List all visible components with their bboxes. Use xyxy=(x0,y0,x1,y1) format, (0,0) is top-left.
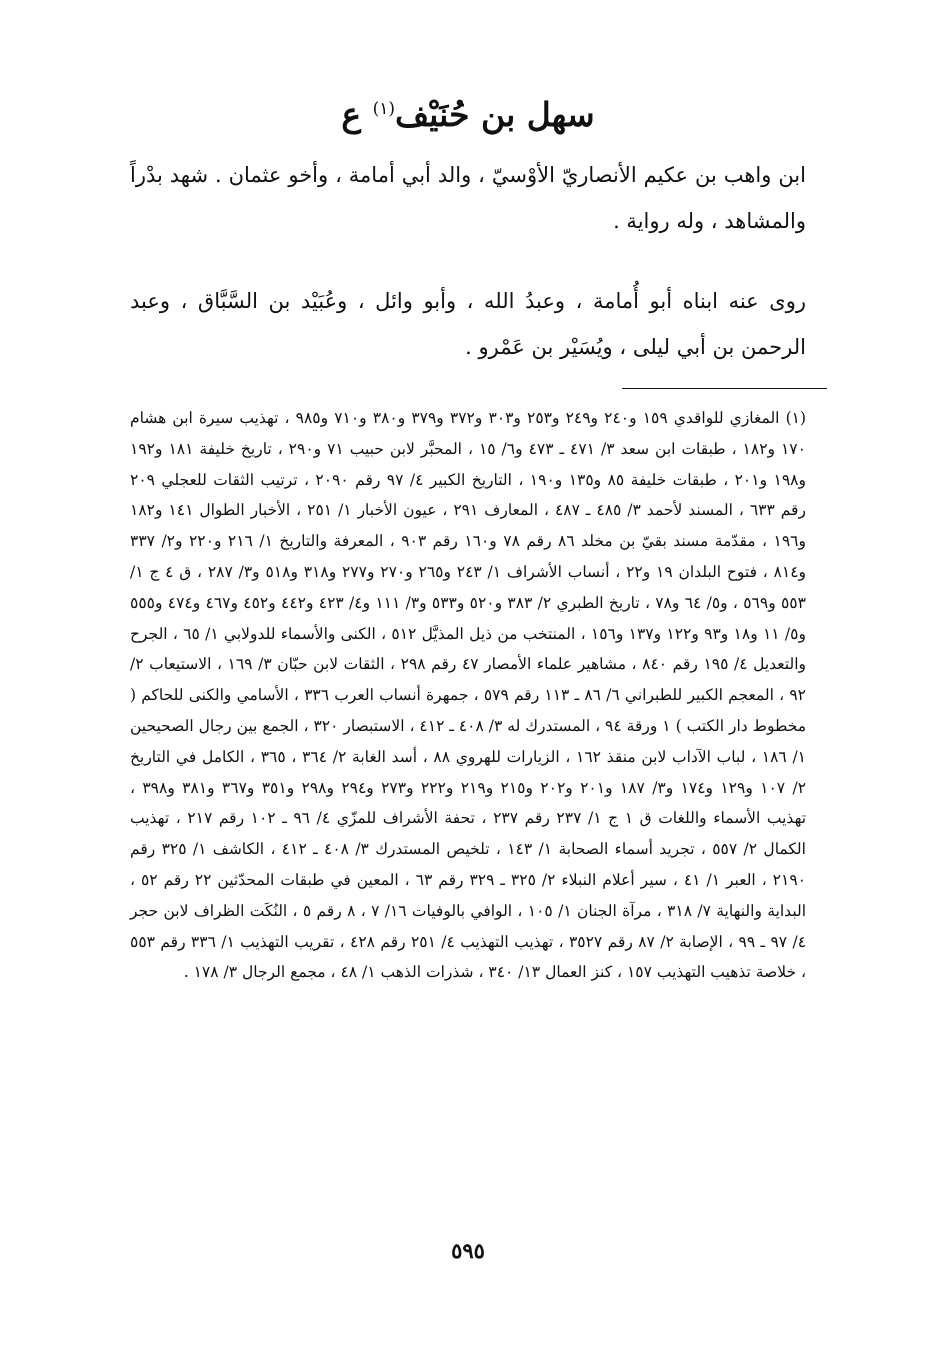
narrators-paragraph: روى عنه ابناه أبو أُمامة ، وعبدُ الله ، وأبو وائل ، وعُبَيْد بن السَّبَّاق ، وعبد الرحمن بن أبي ليلى ، ويُسَيْر بن عَمْرو . xyxy=(130,289,806,359)
footnote-references: (١) المغازي للواقدي ١٥٩ و٢٤٠ و٢٤٩ و٢٥٣ و٣٠٣ و٣٧٢ و٣٧٩ و٣٨٠ و٧١٠ و٩٨٥ ، تهذيب سيرة ابن هشام ١٧٠ و١٨٢ ، طبقات ابن سعد ٣/ ٤٧١ ـ ٤٧٣ و٦/ ١٥ ، المحبَّر لابن حبيب ٧١ و٢٩٠ ، تاريخ خليفة ١٨١ و١٩٢ و١٩٨ و٢٠١ ، طبقات خليفة ٨٥ و١٣٥ و١٩٠ ، التاريخ الكبير ٤/ ٩٧ رقم ٢٠٩٠ ، ترتيب الثقات للعجلي ٢٠٩ رقم ٦٣٣ ، المسند لأحمد ٣/ ٤٨٥ ـ ٤٨٧ ، المعارف ٢٩١ ، عيون الأخبار ١/ ٢٥١ ، الأخبار الطوال ١٤١ و١٨٢ و١٩٦ ، مقدّمة مسند بقيّ بن مخلد ٨٦ رقم ٧٨ و١٦٠ رقم ٩٠٣ ، المعرفة والتاريخ ١/ ٢١٦ و٢٢٠ و٢/ ٣٣٧ و٨١٤ ، فتوح البلدان ١٩ و٢٢ ، أنساب الأشراف ١/ ٢٤٣ و٢٦٥ و٢٧٠ و٢٧٧ و٣١٨ و٥١٨ و٣/ ٢٨٧ ، ق ٤ ج ١/ ٥٥٣ و٥٦٩ ، و٥/ ٦٤ و٧٨ ، تاريخ الطبري ٢/ ٣٨٣ و٥٢٠ و٥٣٣ و٣/ ١١١ و٤/ ٤٢٣ و٤٤٢ و٤٥٢ و٤٦٧ و٤٧٤ و٥٥٥ و٥/ ١١ و١٨ و٩٣ و١٢٢ و١٣٧ و١٥٦ ، المنتخب من ذيل المذيَّل ٥١٢ ، الكنى والأسماء للدولابي ١/ ٦٥ ، الجرح والتعديل ٤/ ١٩٥ رقم ٨٤٠ ، مشاهير علماء الأمصار ٤٧ رقم ٢٩٨ ، الثقات لابن حبّان ٣/ ١٦٩ ، الاستيعاب ٢/ ٩٢ ، المعجم الكبير للطبراني ٦/ ٨٦ ـ ١١٣ رقم ٥٧٩ ، جمهرة أنساب العرب ٣٣٦ ، الأسامي والكنى للحاكم ( مخطوط دار الكتب ) ١ ورقة ٩٤ ، المستدرك له ٣/ ٤٠٨ ـ ٤١٢ ، الاستبصار ٣٢٠ ، الجمع بين رجال الصحيحين ١/ ١٨٦ ، لباب الآداب لابن منقذ ١٦٢ ، الزيارات للهروي ٨٨ ، أسد الغابة ٢/ ٣٦٤ ، ٣٦٥ ، الكامل في التاريخ ٢/ ١٠٧ و١٢٩ و١٧٤ و٣/ ١٨٧ و٢٠١ و٢٠٢ و٢١٥ و٢١٩ و٢٢٢ و٢٧٣ و٢٩٤ و٢٩٨ و٣٥١ و٣٦٧ و٣٨١ و٣٩٨ ، تهذيب الأسماء واللغات ق ١ ج ١/ ٢٣٧ رقم ٢٣٧ ، تحفة الأشراف للمزّي ٤/ ٩٦ ـ ١٠٢ رقم ٢١٧ ، تهذيب الكمال ٢/ ٥٥٧ ، تجريد أسماء الصحابة ١/ ١٤٣ ، تلخيص المستدرك ٣/ ٤٠٨ ـ ٤١٢ ، الكاشف ١/ ٣٢٥ رقم ٢١٩٠ ، العبر ١/ ٤١ ، سير أعلام النبلاء ٢/ ٣٢٥ ـ ٣٢٩ رقم ٦٣ ، المعين في طبقات المحدّثين ٢٢ رقم ٥٢ ، البداية والنهاية ٧/ ٣١٨ ، مرآة الجنان ١/ ١٠٥ ، الوافي بالوفيات ١٦/ ٧ ، ٨ رقم ٥ ، النُكَت الظراف لابن حجر ٤/ ٩٧ ـ ٩٩ ، الإصابة ٢/ ٨٧ رقم ٣٥٢٧ ، تهذيب التهذيب ٤/ ٢٥١ رقم ٤٢٨ ، تقريب التهذيب ١/ ٣٣٦ رقم ٥٥٣ ، خلاصة تذهيب التهذيب ١٥٧ ، كنز العمال ١٣/ ٣٤٠ ، شذرات الذهب ١/ ٤٨ ، مجمع الرجال ٣/ ١٧٨ . xyxy=(130,409,807,982)
footnote-divider xyxy=(622,388,827,389)
entry-title: سهل بن حُنَيْف xyxy=(395,95,595,134)
biography-paragraph: ابن واهب بن عكيم الأنصاريّ الأوْسيّ ، والد أبي أمامة ، وأخو عثمان . شهد بدْراً والمشاهد ، وله رواية . xyxy=(130,163,806,233)
page-number: ٥٩٥ xyxy=(451,1238,485,1263)
footnote-marker: (١) xyxy=(372,99,395,119)
entry-heading xyxy=(0,84,936,140)
siglum: ع xyxy=(341,95,362,134)
